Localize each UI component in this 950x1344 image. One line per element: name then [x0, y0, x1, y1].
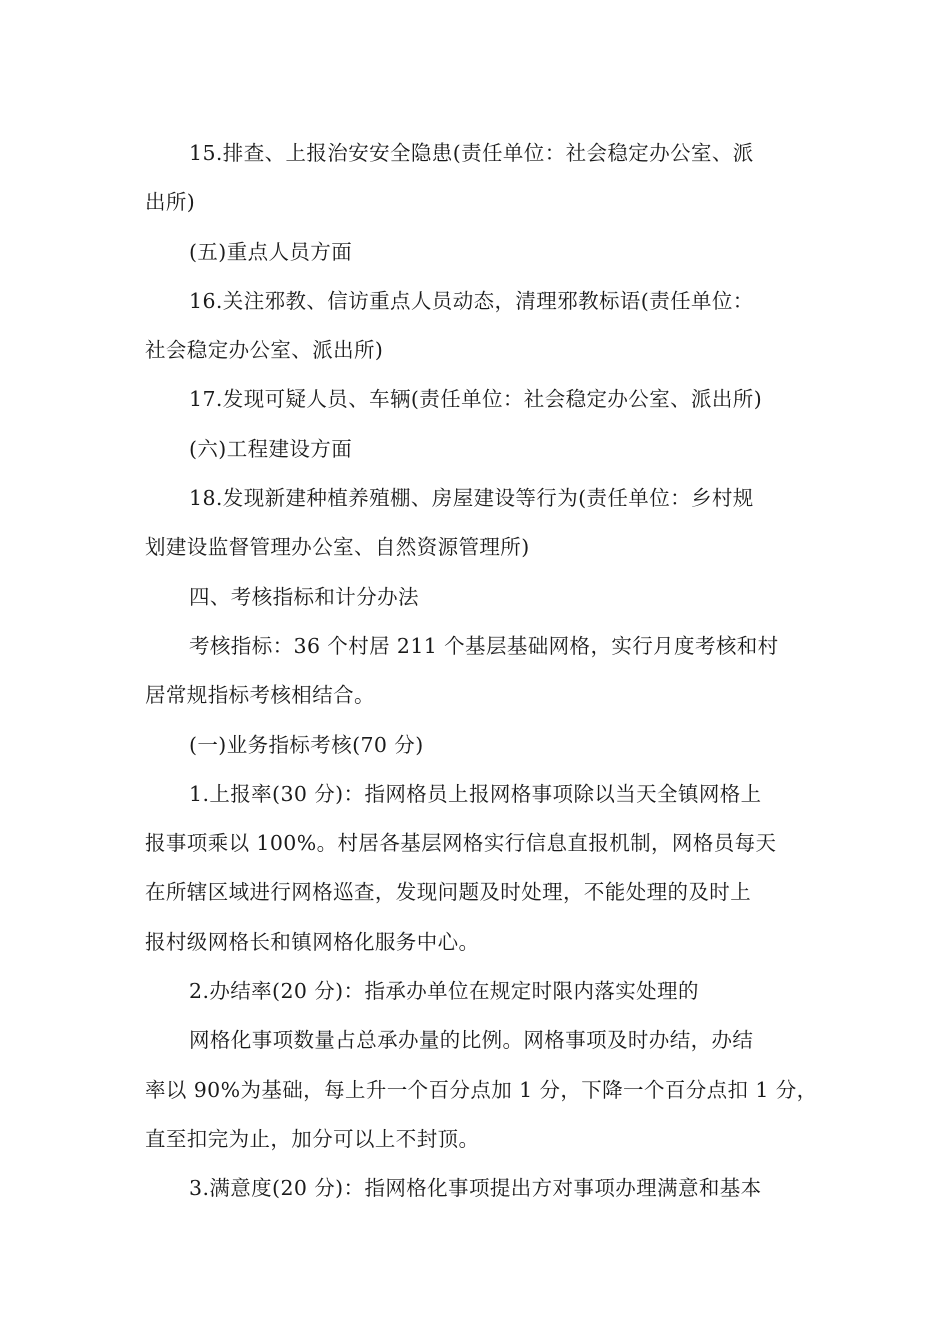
paragraph-line: 1.上报率(30 分)：指网格员上报网格事项除以当天全镇网格上	[189, 781, 762, 806]
paragraph-line: 15.排查、上报治安安全隐患(责任单位：社会稳定办公室、派	[189, 141, 754, 165]
document-body	[145, 129, 818, 1214]
paragraph-line: 率以 90%为基础，每上升一个百分点加 1 分，下降一个百分点扣 1 分，	[145, 1077, 818, 1102]
paragraph-line: 报事项乘以 100%。村居各基层网格实行信息直报机制，网格员每天	[145, 831, 777, 856]
section-heading: (五)重点人员方面	[189, 239, 353, 264]
paragraph-line: 在所辖区域进行网格巡查，发现问题及时处理，不能处理的及时上	[145, 880, 752, 905]
section-heading: 四、考核指标和计分办法	[189, 584, 419, 609]
paragraph-line: 直至扣完为止，加分可以上不封顶。	[145, 1126, 480, 1151]
paragraph-line: 18.发现新建种植养殖棚、房屋建设等行为(责任单位：乡村规	[189, 486, 754, 511]
paragraph-line: 居常规指标考核相结合。	[145, 683, 375, 708]
paragraph-line: 2.办结率(20 分)：指承办单位在规定时限内落实处理的	[189, 979, 699, 1004]
paragraph-line: 考核指标：36 个村居 211 个基层基础网格，实行月度考核和村	[189, 633, 779, 658]
paragraph-line: 出所)	[145, 190, 196, 215]
paragraph-line: 16.关注邪教、信访重点人员动态，清理邪教标语(责任单位：	[189, 288, 754, 313]
paragraph-line: 划建设监督管理办公室、自然资源管理所)	[145, 535, 530, 560]
section-heading: (六)工程建设方面	[189, 436, 353, 461]
section-heading: (一)业务指标考核(70 分)	[189, 732, 424, 757]
paragraph-line: 网格化事项数量占总承办量的比例。网格事项及时办结，办结	[189, 1028, 754, 1053]
paragraph-line: 17.发现可疑人员、车辆(责任单位：社会稳定办公室、派出所)	[189, 387, 763, 412]
paragraph-line: 社会稳定办公室、派出所)	[145, 338, 384, 363]
paragraph-line: 报村级网格长和镇网格化服务中心。	[145, 929, 480, 954]
paragraph-line: 3.满意度(20 分)：指网格化事项提出方对事项办理满意和基本	[189, 1176, 762, 1201]
